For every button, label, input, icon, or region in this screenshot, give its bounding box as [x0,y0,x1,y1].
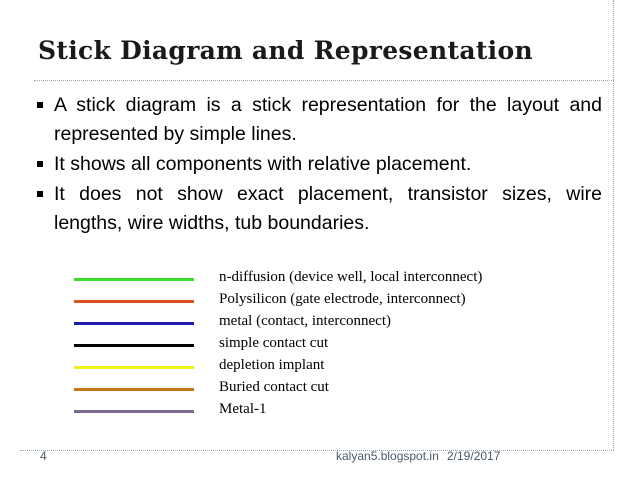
legend-swatch [74,388,194,391]
legend-label: Metal-1 [219,401,267,417]
legend-swatch [74,410,194,413]
bullet-text: It does not show exact placement, transistor sizes, wire lengths, wire widths, tub boundaries. [54,183,602,234]
bullet-text: It shows all components with relative placement. [54,153,472,175]
bullet-text: A stick diagram is a stick representation for the layout and represented by simple lines. [54,94,602,145]
legend-label: depletion implant [219,357,325,373]
legend-item [74,355,574,377]
slide-title: Stick Diagram and Representation [38,36,533,65]
legend-label: n-diffusion (device well, local interconnect) [219,269,483,285]
legend-label: Buried contact cut [219,379,329,395]
legend-swatch [74,344,194,347]
footer-date: 2/19/2017 [447,449,501,463]
legend-swatch [74,322,194,325]
bullet-marker-icon [37,191,43,197]
page-number: 4 [40,449,47,463]
footer-divider [20,450,614,451]
bullet-marker-icon [37,161,43,167]
title-divider [34,80,614,81]
legend-item [74,267,574,289]
bullet-list [37,91,602,239]
bullet-item [37,180,602,238]
legend-item [74,311,574,333]
legend-item [74,289,574,311]
bullet-item [37,91,602,149]
legend-swatch [74,366,194,369]
legend-label: Polysilicon (gate electrode, interconnect) [219,291,466,307]
bullet-marker-icon [37,102,43,108]
legend-item [74,399,574,421]
legend-label: metal (contact, interconnect) [219,313,391,329]
bullet-item [37,150,602,179]
legend-label: simple contact cut [219,335,329,351]
color-legend [74,267,574,421]
legend-swatch [74,300,194,303]
legend-item [74,333,574,355]
right-border-line [613,0,614,450]
legend-swatch [74,278,194,281]
legend-item [74,377,574,399]
footer-source: kalyan5.blogspot.in [336,449,439,463]
